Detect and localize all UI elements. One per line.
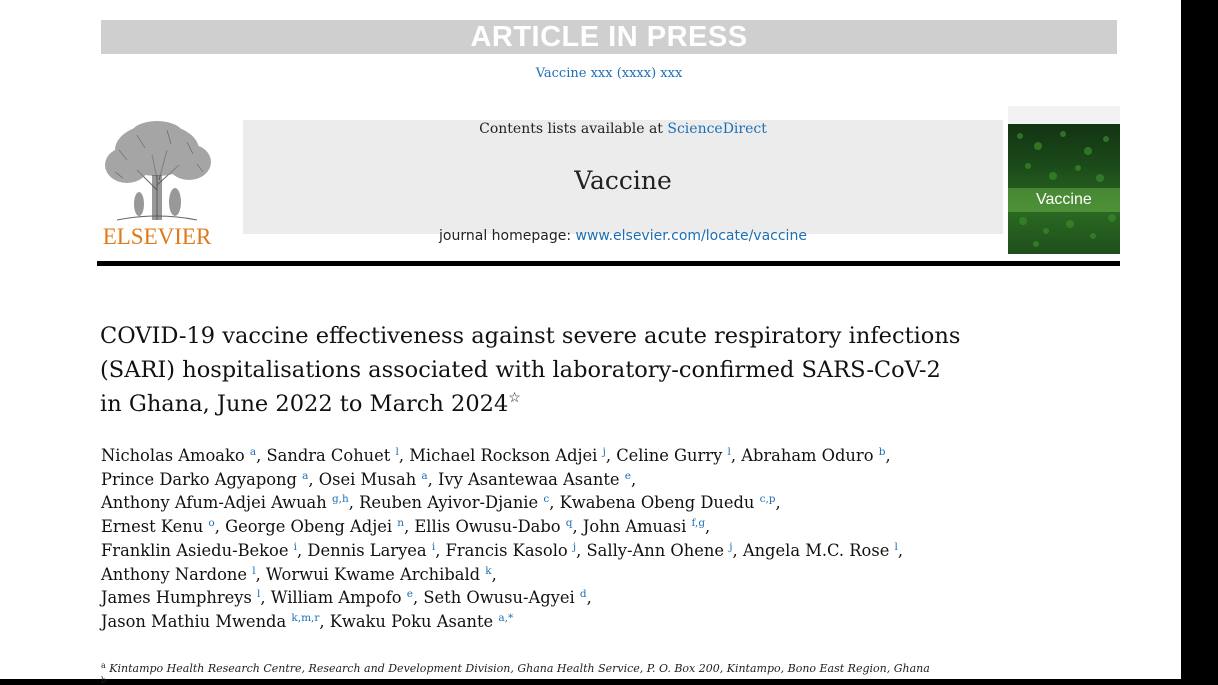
header-divider <box>97 261 1120 266</box>
author-affiliation-link[interactable]: j <box>572 540 577 553</box>
author-affiliation-link[interactable]: j <box>602 446 606 458</box>
author-line: Franklin Asiedu-Bekoe $^i$, Dennis Laryea $^i$, Francis Kasolo $^j$, Sally-Ann Ohene $^j$, Angela M.C. Rose $^l$, <box>101 540 904 560</box>
author-line: Ernest Kenu $^o$, George Obeng Adjei $^n$, Ellis Owusu-Dabo $^q$, John Amuasi $^{f,g}$, <box>101 517 711 537</box>
author-list <box>101 444 1171 634</box>
author-name[interactable]: Abraham Oduro <box>741 446 874 465</box>
author-name[interactable]: Dennis Laryea <box>307 540 427 560</box>
author-affiliation-link[interactable]: l <box>252 564 256 577</box>
author-affiliation-link[interactable]: o <box>208 517 215 530</box>
author-affiliation-link[interactable]: d <box>579 588 587 601</box>
author-name[interactable]: Osei Musah <box>318 469 417 489</box>
author-name[interactable]: Reuben Ayivor-Djanie <box>359 493 539 513</box>
author-affiliation-link[interactable]: k <box>485 564 492 577</box>
author-name[interactable]: George Obeng Adjei <box>225 517 393 537</box>
author-name[interactable]: Sandra Cohuet <box>266 446 391 465</box>
author-affiliation-link[interactable]: e <box>406 588 414 601</box>
author-name[interactable]: Kwabena Obeng Duedu <box>559 493 755 513</box>
author-affiliation-link[interactable]: c <box>543 493 550 506</box>
title-line-3-text: in Ghana, June 2022 to March 2024 <box>100 391 509 417</box>
author-name[interactable]: Ellis Owusu-Dabo <box>414 517 561 537</box>
author-affiliation-link[interactable]: j <box>729 540 733 553</box>
author-name[interactable]: Michael Rockson Adjei <box>409 446 598 465</box>
author-name[interactable]: Worwui Kwame Archibald <box>265 564 481 584</box>
author-affiliation-link[interactable]: f,g <box>691 517 706 530</box>
cover-title: Vaccine <box>1036 191 1092 208</box>
author-line: Prince Darko Agyapong $^a$, Osei Musah $^a$, Ivy Asantewaa Asante $^e$, <box>101 469 637 489</box>
author-name[interactable]: Ernest Kenu <box>101 517 204 537</box>
author-name[interactable]: Jason Mathiu Mwenda <box>101 611 287 631</box>
available-prefix: Contents lists available at <box>479 121 668 137</box>
article-in-press-banner: ARTICLE IN PRESS <box>101 20 1117 54</box>
author-name[interactable]: Anthony Nardone <box>101 564 248 584</box>
affiliation-next-mark: b <box>101 676 107 685</box>
author-affiliation-link[interactable]: i <box>431 540 436 553</box>
author-name[interactable]: James Humphreys <box>101 588 252 608</box>
affiliation-text: Kintampo Health Research Centre, Research and Development Division, Ghana Health Service, P. O. Box 200, Kintampo, Bono East Region, Ghana <box>109 662 930 675</box>
homepage-prefix: journal homepage: <box>439 228 576 244</box>
author-affiliation-link[interactable]: e <box>624 469 631 482</box>
sciencedirect-link[interactable]: ScienceDirect <box>667 121 767 137</box>
author-name[interactable]: Nicholas Amoako <box>101 446 245 465</box>
journal-name: Vaccine <box>574 166 672 195</box>
author-name[interactable]: Franklin Asiedu-Bekoe <box>101 540 289 560</box>
author-name[interactable]: Kwaku Poku Asante <box>329 611 494 631</box>
author-name[interactable]: Anthony Afum-Adjei Awuah <box>101 493 327 513</box>
author-affiliation-link[interactable]: i <box>293 540 298 553</box>
author-name[interactable]: Seth Owusu-Agyei <box>423 588 575 608</box>
author-affiliation-link[interactable]: q <box>565 517 573 530</box>
tree-icon <box>97 120 217 224</box>
author-line: James Humphreys $^l$, William Ampofo $^e$, Seth Owusu-Agyei $^d$, <box>101 588 592 608</box>
journal-header-box <box>243 111 1003 254</box>
affiliation-mark: a <box>101 661 106 670</box>
author-line: Nicholas Amoako $^a$, Sandra Cohuet $^l$, Michael Rockson Adjei $^j$, Celine Gurry $^l$, Abraham Oduro $^b$, <box>101 446 891 465</box>
author-name[interactable]: Francis Kasolo <box>445 540 568 560</box>
title-line-2: (SARI) hospitalisations associated with laboratory-confirmed SARS-CoV-2 <box>100 357 941 383</box>
author-affiliation-link[interactable]: a <box>249 446 257 458</box>
author-line: Jason Mathiu Mwenda $^{k,m,r}$, Kwaku Poku Asante $^{a,*}$ <box>101 611 514 631</box>
author-name[interactable]: Sally-Ann Ohene <box>586 540 724 560</box>
author-name[interactable]: Celine Gurry <box>616 446 723 465</box>
journal-homepage-link[interactable]: www.elsevier.com/locate/vaccine <box>575 228 807 244</box>
author-affiliation-link[interactable]: k,m,r <box>291 611 320 624</box>
title-line-3 <box>100 387 1160 421</box>
author-affiliation-link[interactable]: a,* <box>498 611 514 624</box>
viewer-background-edge <box>1181 0 1200 679</box>
author-affiliation-link[interactable]: n <box>397 517 405 530</box>
cover-artwork <box>1008 106 1120 254</box>
author-affiliation-link[interactable]: b <box>878 446 886 458</box>
elsevier-wordmark: ELSEVIER <box>102 224 212 249</box>
author-affiliation-link[interactable]: l <box>257 588 261 601</box>
author-affiliation-link[interactable]: a <box>421 469 428 482</box>
title-footnote-star-icon[interactable]: ☆ <box>508 390 521 406</box>
author-line: Anthony Afum-Adjei Awuah $^{g,h}$, Reuben Ayivor-Djanie $^c$, Kwabena Obeng Duedu $^{c,p}$, <box>101 493 781 513</box>
citation-link[interactable]: Vaccine xxx (xxxx) xxx <box>535 66 683 81</box>
author-name[interactable]: John Amuasi <box>582 517 687 537</box>
author-affiliation-link[interactable]: l <box>727 446 731 458</box>
author-line: Anthony Nardone $^l$, Worwui Kwame Archibald $^k$, <box>101 564 497 584</box>
journal-cover-image[interactable] <box>1008 106 1120 254</box>
title-line-1: COVID-19 vaccine effectiveness against severe acute respiratory infections <box>100 323 961 349</box>
article-title <box>100 319 1160 421</box>
affiliation-a <box>101 661 1171 675</box>
author-affiliation-link[interactable]: l <box>395 446 399 458</box>
author-affiliation-link[interactable]: c,p <box>759 493 776 506</box>
journal-homepage-text <box>243 228 1003 244</box>
author-name[interactable]: Ivy Asantewaa Asante <box>438 469 620 489</box>
author-name[interactable]: Prince Darko Agyapong <box>101 469 297 489</box>
author-affiliation-link[interactable]: l <box>894 540 898 553</box>
author-name[interactable]: Angela M.C. Rose <box>742 540 890 560</box>
elsevier-logo[interactable] <box>97 120 217 252</box>
author-name[interactable]: William Ampofo <box>270 588 402 608</box>
contents-available-text <box>243 121 1003 137</box>
author-affiliation-link[interactable]: a <box>302 469 309 482</box>
author-affiliation-link[interactable]: g,h <box>331 493 349 506</box>
